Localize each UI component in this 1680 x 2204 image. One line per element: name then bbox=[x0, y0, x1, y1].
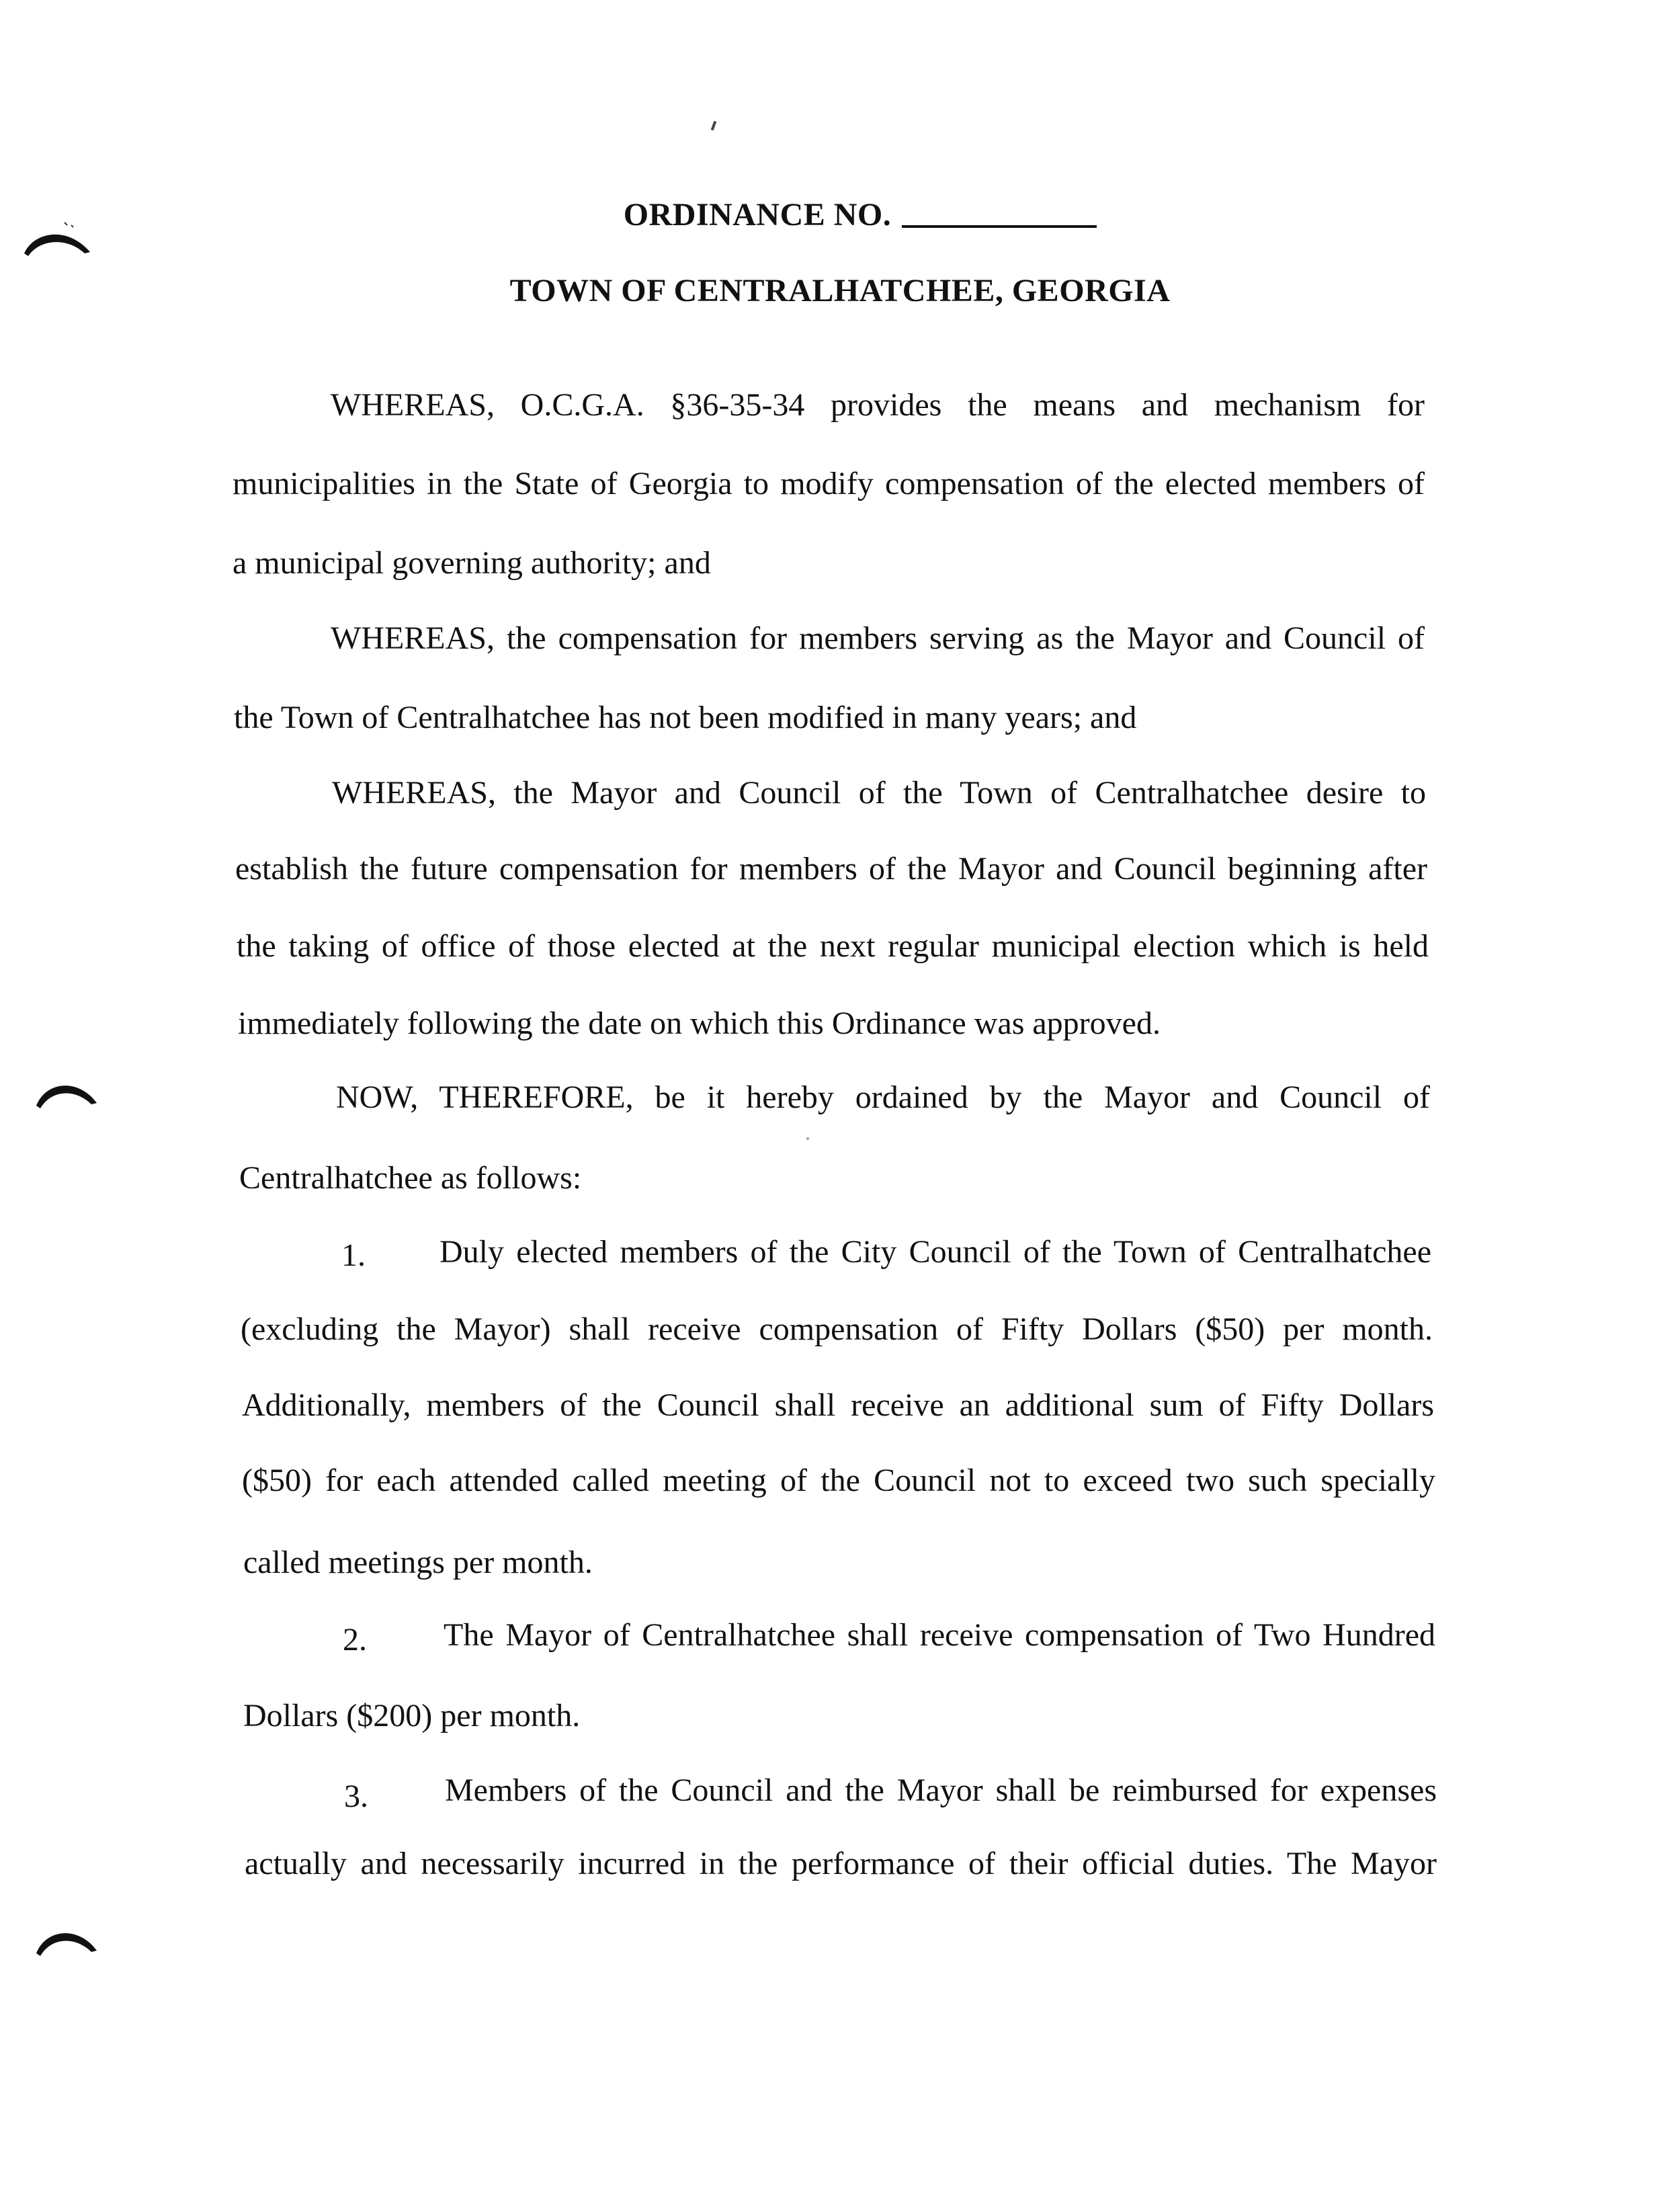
item-2-number: 2. bbox=[343, 1622, 367, 1658]
item-1-line-1: Duly elected members of the City Council of the Town of Centralhatchee bbox=[439, 1234, 1431, 1270]
item-1-number: 1. bbox=[341, 1237, 366, 1273]
scan-speck bbox=[806, 1137, 809, 1140]
item-1-line-3: Additionally, members of the Council shall receive an additional sum of Fifty Dollars bbox=[242, 1387, 1434, 1423]
whereas-3-line-4: immediately following the date on which this Ordinance was approved. bbox=[238, 1006, 1161, 1041]
ordinance-number-label: ORDINANCE NO. bbox=[623, 197, 892, 233]
item-3-line-2: actually and necessarily incurred in the performance of their official duties. The Mayor bbox=[245, 1846, 1437, 1881]
whereas-2-line-2: the Town of Centralhatchee has not been modified in many years; and bbox=[234, 700, 1137, 735]
item-1-line-5: called meetings per month. bbox=[243, 1545, 593, 1580]
punch-hole-icon bbox=[32, 1920, 99, 1960]
item-3-line-1: Members of the Council and the Mayor shall be reimbursed for expenses bbox=[445, 1772, 1437, 1808]
item-1-line-2: (excluding the Mayor) shall receive compensation of Fifty Dollars ($50) per month. bbox=[241, 1311, 1433, 1347]
item-1-line-4: ($50) for each attended called meeting of the Council not to exceed two such specially bbox=[242, 1463, 1435, 1498]
punch-hole-icon bbox=[32, 1072, 99, 1112]
ordinance-title bbox=[0, 196, 1680, 233]
whereas-2-line-1: WHEREAS, the compensation for members serving as the Mayor and Council of bbox=[331, 620, 1425, 656]
whereas-3-line-3: the taking of office of those elected at the next regular municipal election which is held bbox=[237, 928, 1429, 964]
scan-speck bbox=[711, 121, 717, 131]
item-2-line-2: Dollars ($200) per month. bbox=[243, 1698, 581, 1733]
whereas-1-line-3: a municipal governing authority; and bbox=[233, 545, 711, 581]
item-2-line-1: The Mayor of Centralhatchee shall receive compensation of Two Hundred bbox=[444, 1617, 1435, 1653]
whereas-1-line-2: municipalities in the State of Georgia to modify compensation of the elected members of bbox=[233, 466, 1425, 501]
therefore-line-1: NOW, THEREFORE, be it hereby ordained by the Mayor and Council of bbox=[336, 1079, 1430, 1115]
whereas-3-line-2: establish the future compensation for members of the Mayor and Council beginning after bbox=[235, 851, 1427, 887]
therefore-line-2: Centralhatchee as follows: bbox=[239, 1160, 582, 1196]
town-title: TOWN OF CENTRALHATCHEE, GEORGIA bbox=[509, 273, 1171, 309]
whereas-1-line-1: WHEREAS, O.C.G.A. §36-35-34 provides the means and mechanism for bbox=[331, 387, 1425, 423]
item-3-number: 3. bbox=[344, 1779, 368, 1814]
ordinance-number-blank bbox=[902, 225, 1097, 228]
whereas-3-line-1: WHEREAS, the Mayor and Council of the Town of Centralhatchee desire to bbox=[332, 775, 1426, 811]
